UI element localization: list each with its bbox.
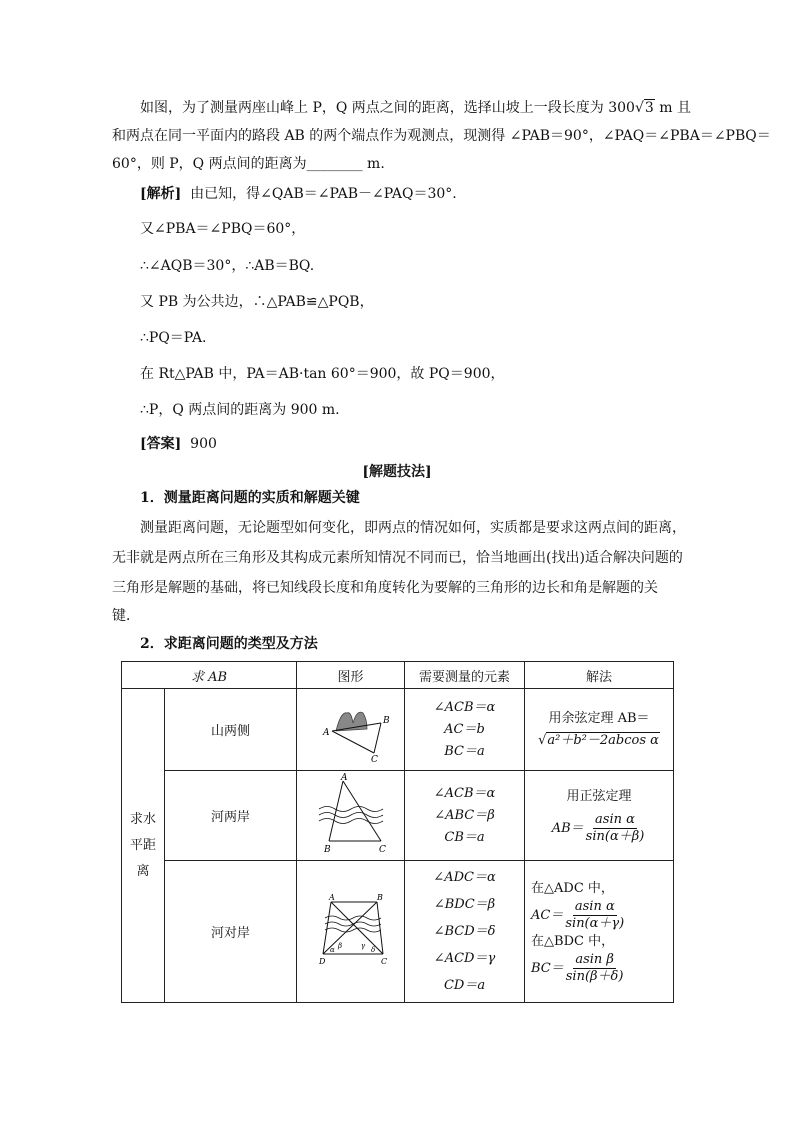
group-label <box>122 689 165 1003</box>
sqrt-value: 3 <box>644 100 654 116</box>
row-method <box>525 861 674 1003</box>
element: ∠ABC＝β <box>434 807 495 823</box>
distance-methods-table <box>121 661 674 1003</box>
method-title: 用正弦定理 <box>566 789 632 804</box>
header-find-ab: 求 AB <box>122 662 297 689</box>
element: ∠BDC＝β <box>433 897 496 912</box>
answer-tag: [答案] <box>140 436 182 452</box>
method-formula: √a²＋b²－2abcos α <box>538 732 659 748</box>
method-title: 在△BDC 中， <box>531 933 615 949</box>
problem-line-3: 60°，则 P，Q 两点间的距离为________ m. <box>112 156 385 172</box>
element: ∠ACB＝α <box>433 785 496 801</box>
tip-1-para-line-2: 无非就是两点所在三角形及其构成元素所知情况不同而已，恰当地画出(找出)适合解决问题的 <box>112 550 683 566</box>
svg-text:D: D <box>318 956 325 966</box>
row-elements <box>405 861 525 1003</box>
row-method <box>525 689 674 771</box>
problem-text-1: 如图，为了测量两座山峰上 P，Q 两点之间的距离，选择山坡上一段长度为 300 <box>140 100 635 116</box>
solution-line-1 <box>140 184 457 204</box>
row-type: 河两岸 <box>165 771 297 861</box>
method-formula-ac: AC＝ $\frac{\text{asin α}}{\sin(\alpha+\gamma)}$ <box>531 898 625 931</box>
solution-step-7: ∴P，Q 两点间的距离为 900 m. <box>140 402 340 418</box>
problem-text-1-end: m 且 <box>654 100 691 116</box>
river-diagram <box>301 773 401 855</box>
element: BC＝a <box>444 743 485 759</box>
solution-step-6: 在 Rt△PAB 中，PA＝AB·tan 60°＝900，故 PQ＝900， <box>140 366 505 382</box>
svg-text:A: A <box>328 892 335 902</box>
element: ∠ADC＝α <box>433 870 496 885</box>
row-elements <box>405 771 525 861</box>
figure-mountain <box>297 689 405 771</box>
method-formula: AB＝ $\frac{\text{asin α}}{\sin(\alpha+\beta)}$ <box>551 812 645 844</box>
group-label-line-2: 平距 <box>129 837 156 853</box>
solution-step-4: 又 PB 为公共边，∴△PAB≌△PQB， <box>140 294 374 310</box>
svg-text:C: C <box>370 754 378 763</box>
table-header-row <box>122 662 674 689</box>
svg-text:α: α <box>329 945 335 954</box>
solution-step-2: 又∠PBA＝∠PBQ＝60°， <box>140 221 306 237</box>
tip-1-para-line-4: 键． <box>112 608 140 624</box>
row-type: 山两侧 <box>165 689 297 771</box>
answer-value: 900 <box>190 436 217 452</box>
solution-tag: [解析] <box>140 186 182 202</box>
opposite-bank-diagram <box>301 890 401 970</box>
solution-step-1: 由已知，得∠QAB＝∠PAB－∠PAQ＝30°. <box>190 186 457 202</box>
table-row <box>122 861 674 1003</box>
svg-text:B: B <box>382 715 390 726</box>
svg-text:B: B <box>376 892 383 902</box>
table-row <box>122 771 674 861</box>
svg-text:C: C <box>378 844 386 855</box>
svg-text:B: B <box>323 844 331 855</box>
svg-text:A: A <box>322 727 330 738</box>
solution-step-5: ∴PQ＝PA. <box>140 330 207 346</box>
method-title: 用余弦定理 AB＝ <box>548 710 650 726</box>
tip-1-para-line-3: 三角形是解题的基础，将已知线段长度和角度转化为要解的三角形的边长和角是解题的关 <box>112 580 658 596</box>
row-elements <box>405 689 525 771</box>
row-type: 河对岸 <box>165 861 297 1003</box>
svg-text:A: A <box>340 772 348 783</box>
header-elements: 需要测量的元素 <box>405 662 525 689</box>
element: CD＝a <box>443 978 486 993</box>
svg-text:δ: δ <box>370 945 375 954</box>
problem-line-2: 和两点在同一平面内的路段 AB 的两个端点作为观测点，现测得 ∠PAB＝90°，∠PAQ＝∠PBA＝∠PBQ＝ <box>112 128 771 144</box>
figure-river <box>297 771 405 861</box>
element: CB＝a <box>444 829 485 845</box>
svg-text:β: β <box>337 941 342 950</box>
row-method <box>525 771 674 861</box>
figure-opposite-bank <box>297 861 405 1003</box>
svg-text:C: C <box>380 956 387 966</box>
table-row <box>122 689 674 771</box>
group-label-line-3: 离 <box>136 863 150 879</box>
method-title: 在△ADC 中， <box>531 880 614 896</box>
problem-line-1: 如图，为了测量两座山峰上 P，Q 两点之间的距离，选择山坡上一段长度为 300√3 m 且 <box>140 100 691 116</box>
method-formula-bc: BC＝ $\frac{\text{asin β}}{\sin(\beta+\delta)}$ <box>531 951 624 984</box>
header-figure: 图形 <box>297 662 405 689</box>
answer-line <box>140 434 217 454</box>
tip-2-title: 2．求距离问题的类型及方法 <box>140 636 318 652</box>
tip-1-para-line-1: 测量距离问题，无论题型如何变化，即两点的情况如何，实质都是要求这两点间的距离， <box>140 520 686 536</box>
element: AC＝b <box>444 721 485 737</box>
tip-1-title: 1．测量距离问题的实质和解题关键 <box>140 490 360 506</box>
element: ∠ACD＝γ <box>433 951 496 966</box>
element: ∠ACB＝α <box>433 699 496 715</box>
mountain-diagram <box>301 693 401 763</box>
solution-step-3: ∴∠AQB＝30°，∴AB＝BQ. <box>140 258 315 274</box>
tips-heading: [解题技法] <box>362 464 432 480</box>
svg-text:γ: γ <box>360 941 365 950</box>
element: ∠BCD＝δ <box>433 924 496 939</box>
group-label-line-1: 求水 <box>129 811 156 827</box>
header-method: 解法 <box>525 662 674 689</box>
